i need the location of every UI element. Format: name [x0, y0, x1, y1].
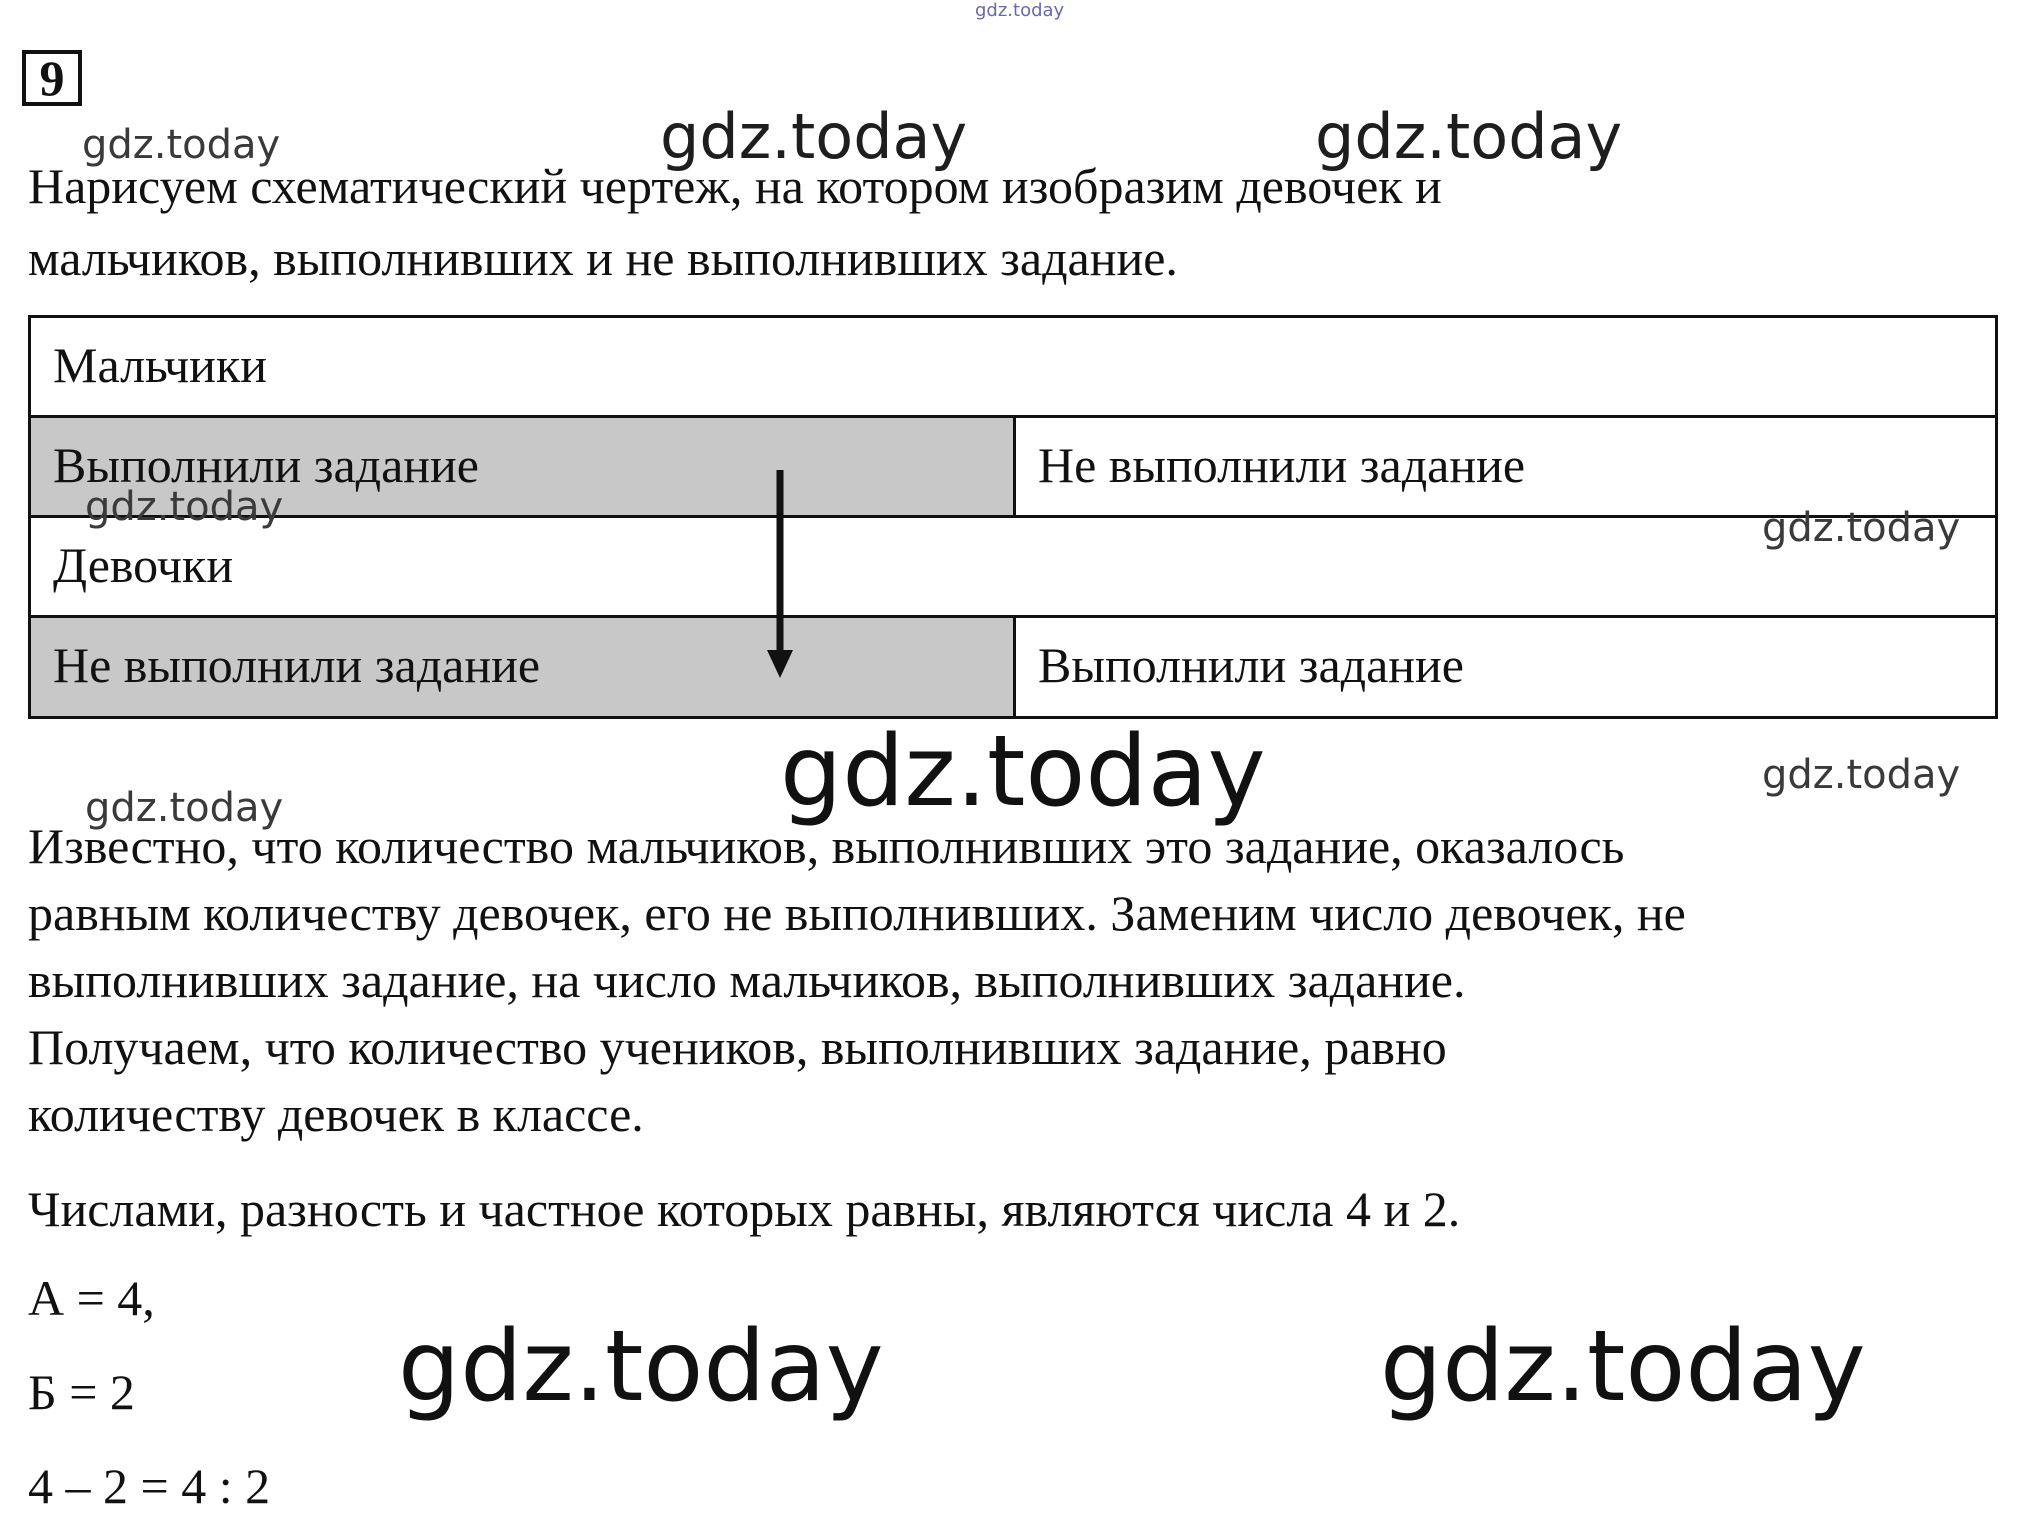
numbers-sentence: Числами, разность и частное которых равны, являются числа 4 и 2. [28, 1181, 1461, 1237]
boys-done-cell: Выполнили задание [31, 418, 1016, 515]
down-arrow-icon [765, 470, 795, 680]
intro-line-1: Нарисуем схематический чертеж, на котором изобразим девочек и [28, 158, 1442, 214]
watermark: gdz.today [1762, 752, 1961, 798]
watermark: gdz.today [85, 484, 284, 530]
girls-row [31, 518, 1995, 618]
girls-label: Девочки [53, 537, 234, 593]
explanation-line-1: Известно, что количество мальчиков, выполнивших это задание, оказалось [28, 818, 1625, 874]
explanation-line-2: равным количеству девочек, его не выполнивших. Заменим число девочек, не [28, 885, 1686, 941]
intro-line-2: мальчиков, выполнивших и не выполнивших задание. [28, 230, 1178, 286]
boys-not-done-cell: Не выполнили задание [1038, 437, 1526, 493]
explanation-line-4: Получаем, что количество учеников, выполнивших задание, равно [28, 1019, 1447, 1075]
explanation-line-5: количеству девочек в классе. [28, 1086, 644, 1142]
equation-b: Б = 2 [28, 1364, 135, 1420]
girls-not-done-cell: Не выполнили задание [31, 618, 1016, 716]
watermark: gdz.today [1315, 100, 1623, 173]
boys-row [31, 318, 1995, 418]
boys-label: Мальчики [53, 337, 267, 393]
watermark: gdz.today [780, 715, 1266, 829]
watermark: gdz.today [85, 785, 284, 831]
watermark: gdz.today [1762, 505, 1961, 551]
watermark: gdz.today [82, 122, 281, 168]
boys-girls-diagram [28, 315, 1998, 719]
explanation-line-3: выполнивших задание, на число мальчиков, выполнивших задание. [28, 952, 1466, 1008]
watermark: gdz.today [660, 100, 968, 173]
equation-check: 4 – 2 = 4 : 2 [28, 1458, 271, 1514]
watermark: gdz.today [975, 0, 1065, 21]
watermark: gdz.today [398, 1310, 884, 1424]
watermark: gdz.today [1380, 1310, 1866, 1424]
girls-results-row [31, 618, 1995, 716]
task-number: 9 [22, 50, 82, 106]
equation-a: А = 4, [28, 1270, 155, 1326]
girls-done-cell: Выполнили задание [1038, 637, 1465, 693]
boys-results-row [31, 418, 1995, 518]
